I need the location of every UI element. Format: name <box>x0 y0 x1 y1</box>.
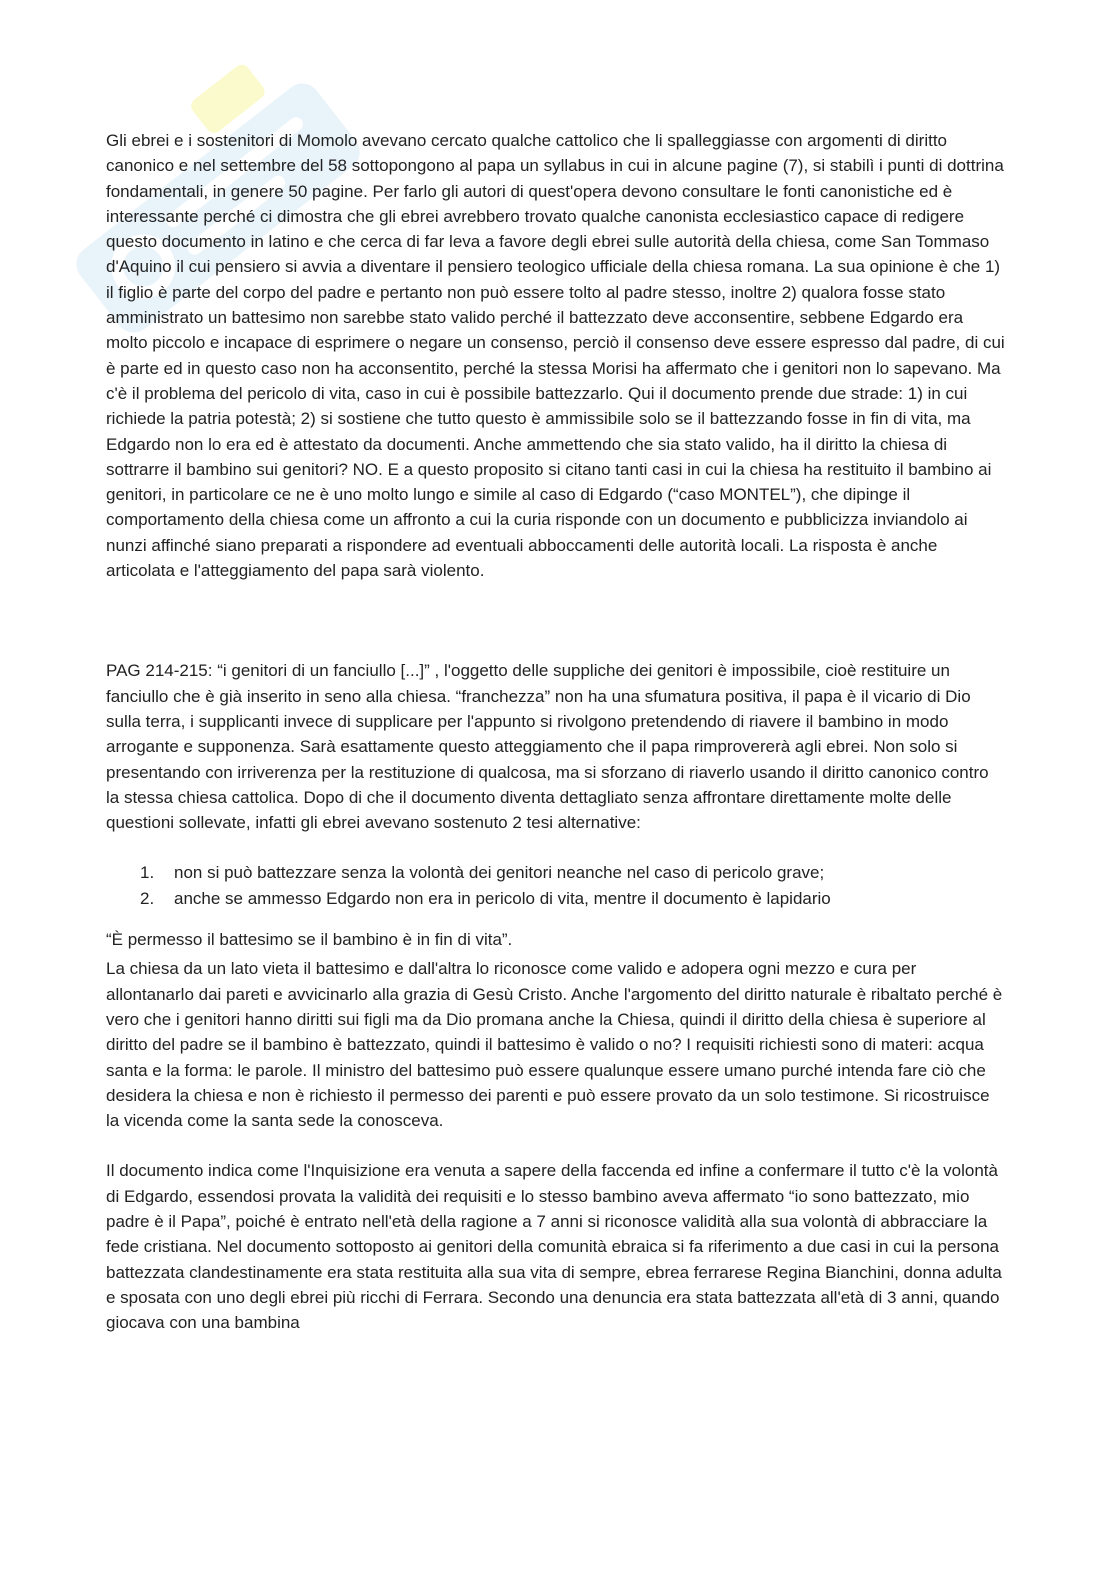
paragraph-4: Il documento indica come l'Inquisizione era venuta a sapere della faccenda ed infine a confermare il tutto c'è la volontà di Edgardo, essendosi provata la validità dei requisiti e lo stesso bambino aveva affermato “io sono battezzato, mio padre è il Papa”, poiché è entrato nell'età della ragione a 7 anni si riconosce validità alla sua volontà di abbracciare la fede cristiana. Nel documento sottoposto ai genitori della comunità ebraica si fa riferimento a due casi in cui la persona battezzata clandestinamente era stata restituita alla sua vita di sempre, ebrea ferrarese Regina Bianchini, donna adulta e sposata con uno degli ebrei più ricchi di Ferrara. Secondo una denuncia era stata battezzata all'età di 3 anni, quando giocava con una bambina <box>106 1161 1002 1333</box>
paragraph-gap <box>106 1133 1006 1158</box>
list-item <box>140 860 1006 885</box>
list-item-number: 2. <box>140 888 155 908</box>
document-body <box>106 128 1006 1335</box>
list-item-number: 1. <box>140 863 155 883</box>
quote-line: “È permesso il battesimo se il bambino è in fin di vita”. <box>106 930 513 950</box>
list-item <box>140 886 1006 911</box>
theses-list <box>106 860 1006 911</box>
paragraph-3: La chiesa da un lato vieta il battesimo e dall'altra lo riconosce come valido e adopera ogni mezzo e cura per allontanarlo dai pareti e avvicinarlo alla grazia di Gesù Cristo. Anche l'argomento del diritto naturale è ribaltato perché è vero che i genitori hanno diritti sui figli ma da Dio promana anche la Chiesa, quindi il diritto della chiesa è superiore al diritto del padre se il bambino è battezzato, quindi il battesimo è valido o no? I requisiti richiesti sono di materi: acqua santa e la forma: le parole. Il ministro del battesimo può essere qualunque essere umano purché intenda fare ciò che desidera la chiesa e non è richiesto il permesso dei parenti e può essere provato da un solo testimone. Si ricostruisce la vicenda come la santa sede la conosceva. <box>106 959 1003 1131</box>
list-item-text: non si può battezzare senza la volontà dei genitori neanche nel caso di pericolo grave; <box>174 863 825 883</box>
paragraph-1: Gli ebrei e i sostenitori di Momolo avevano cercato qualche cattolico che li spalleggiasse con argomenti di diritto canonico e nel settembre del 58 sottopongono al papa un syllabus in cui in alcune pagine (7), si stabilì i punti di dottrina fondamentali, in genere 50 pagine. Per farlo gli autori di quest'opera devono consultare le fonti canonistiche ed è interessante perché ci dimostra che gli ebrei avrebbero trovato qualche canonista ecclesiastico capace di redigere questo documento in latino e che cerca di far leva a favore degli ebrei sulle autorità della chiesa, come San Tommaso d'Aquino il cui pensiero si avvia a diventare il pensiero teologico ufficiale della chiesa romana. La sua opinione è che 1) il figlio è parte del corpo del padre e pertanto non può essere tolto al padre stesso, inoltre 2) qualora fosse stato amministrato un battesimo non sarebbe stato valido perché il battezzato deve acconsentire, sebbene Edgardo era molto piccolo e incapace di esprimere o negare un consenso, perciò il consenso deve essere espresso dal padre, di cui è parte ed in questo caso non ha acconsentito, perché la stessa Morisi ha affermato che i genitori non lo sapevano. Ma c'è il problema del pericolo di vita, caso in cui è possibile battezzarlo. Qui il documento prende due strade: 1) in cui richiede la patria potestà; 2) si sostiene che tutto questo è ammissibile solo se il battezzando fosse in fin di vita, ma Edgardo non lo era ed è attestato da documenti. Anche ammettendo che sia stato valido, ha il diritto la chiesa di sottrarre il bambino sui genitori? NO. E a questo proposito si citano tanti casi in cui la chiesa ha restituito il bambino ai genitori, in particolare ce ne è uno molto lungo e simile al caso di Edgardo (“caso MONTEL”), che dipinge il comportamento della chiesa come un affronto a cui la curia risponde con un documento e pubblicizza inviandolo ai nunzi affinché siano preparati a rispondere ad eventuali abboccamenti delle autorità locali. La risposta è anche articolata e l'atteggiamento del papa sarà violento. <box>106 131 1005 581</box>
list-item-text: anche se ammesso Edgardo non era in pericolo di vita, mentre il documento è lapidario <box>174 888 831 908</box>
paragraph-2: PAG 214-215: “i genitori di un fanciullo [...]” , l'oggetto delle suppliche dei genitori è impossibile, cioè restituire un fanciullo che è già inserito in seno alla chiesa. “franchezza” non ha una sfumatura positiva, il papa è il vicario di Dio sulla terra, i supplicanti invece di supplicare per l'appunto si rivolgono pretendendo di riavere il bambino in modo arrogante e supponenza. Sarà esattamente questo atteggiamento che il papa rimprovererà agli ebrei. Non solo si presentando con irriverenza per la restituzione di qualcosa, ma si sforzano di riaverlo usando il diritto canonico contro la stessa chiesa cattolica. Dopo di che il documento diventa dettagliato senza affrontare direttamente molte delle questioni sollevate, infatti gli ebrei avevano sostenuto 2 tesi alternative: <box>106 661 989 833</box>
list-gap <box>106 835 1006 860</box>
section-gap <box>106 583 1006 658</box>
